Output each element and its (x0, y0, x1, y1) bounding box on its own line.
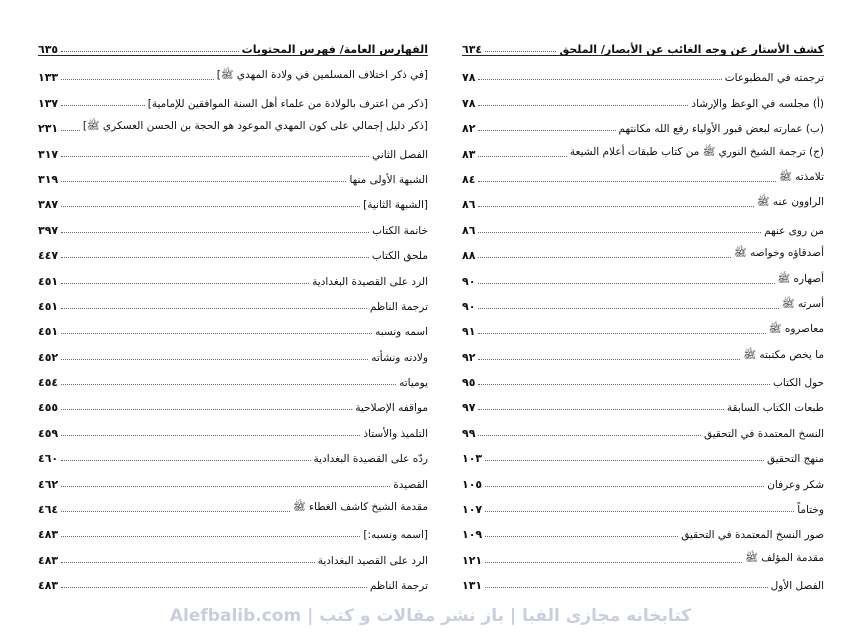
left-header-page-number: ٦٣٥ (38, 43, 59, 56)
left-page (38, 0, 428, 600)
toc-entry-page-number: ٤٨٣ (38, 528, 59, 542)
toc-entry-page-number: ١٠٥ (462, 477, 483, 491)
toc-entry-page-number: ٩٩ (462, 426, 476, 440)
toc-entry (462, 338, 824, 363)
toc-entry-page-number: ٨٨ (462, 249, 476, 263)
toc-entry-title: الراوون عنه ﷺ (756, 196, 824, 209)
toc-entry-page-number: ٤٥١ (38, 274, 59, 288)
toc-entry (38, 211, 428, 236)
toc-entry (38, 516, 428, 541)
dot-leader (61, 536, 360, 537)
toc-entry-page-number: ١٠٩ (462, 528, 483, 542)
left-page-header (38, 36, 428, 56)
toc-entry (38, 135, 428, 160)
toc-entry-title: مقدمة الشيخ كاشف الغطاء ﷺ (293, 501, 428, 514)
toc-entry-title: مقدمة المؤلف ﷺ (745, 551, 824, 564)
toc-entry (462, 288, 824, 313)
dot-leader (478, 308, 778, 309)
toc-entry-page-number: ٨٢ (462, 122, 476, 136)
toc-entry-title: خاتمة الكتاب (372, 224, 428, 237)
toc-entry (462, 491, 824, 516)
dot-leader (478, 283, 774, 284)
toc-entry (38, 364, 428, 389)
dot-leader (485, 486, 764, 487)
dot-leader (485, 511, 794, 512)
right-header-page-number: ٦٣٤ (462, 43, 483, 56)
toc-entry (462, 541, 824, 566)
toc-entry-page-number: ٤٥٩ (38, 426, 59, 440)
toc-entry (462, 465, 824, 490)
toc-entry-title: النسخ المعتمدة في التحقيق (703, 427, 824, 440)
toc-entry-title: [ذكر من اعترف بالولادة من علماء أهل السنة الموافقين للإمامية] (147, 97, 428, 110)
toc-entry (462, 186, 824, 211)
toc-entry (38, 186, 428, 211)
dot-leader (478, 156, 566, 157)
toc-entry-title: (ج) ترجمة الشيخ النوري ﷺ من كتاب طبقات أعلام الشيعة (569, 145, 824, 158)
dot-leader (61, 587, 367, 588)
dot-leader (61, 156, 369, 157)
toc-entry (38, 59, 428, 84)
toc-entry-title: أسرته ﷺ (781, 297, 824, 310)
toc-entry (462, 262, 824, 287)
dot-leader (478, 79, 721, 80)
toc-entry-title: صور النسخ المعتمدة في التحقيق (681, 529, 824, 542)
toc-entry (38, 338, 428, 363)
toc-entry-page-number: ٣١٧ (38, 147, 59, 161)
toc-entry-title: ترجمة الناظم (369, 300, 428, 313)
dot-leader (61, 105, 145, 106)
toc-entry (38, 465, 428, 490)
toc-entry-page-number: ٨٣ (462, 147, 476, 161)
dot-leader (61, 181, 346, 182)
toc-entry (38, 567, 428, 592)
right-page (462, 0, 824, 600)
toc-entry-page-number: ٤٥٤ (38, 376, 59, 390)
dot-leader (478, 257, 731, 258)
dot-leader (61, 130, 80, 131)
toc-entry-title: تلامذته ﷺ (779, 170, 824, 183)
toc-entry (38, 288, 428, 313)
toc-entry-page-number: ٤٥٢ (38, 350, 59, 364)
toc-entry (38, 541, 428, 566)
toc-entry-page-number: ٩١ (462, 325, 476, 339)
toc-entry (462, 135, 824, 160)
toc-entry-title: يومياته (399, 377, 428, 390)
toc-entry (38, 414, 428, 439)
toc-entry-title: (ب) عمارته لبعض قبور الأولياء رفع الله مكانتهم (618, 123, 824, 136)
toc-entry-page-number: ٤٥١ (38, 299, 59, 313)
toc-entry-page-number: ٣٨٧ (38, 198, 59, 212)
toc-entry-title: الفصل الأول (770, 580, 824, 593)
toc-entry-title: من روى عنهم (764, 224, 824, 237)
toc-entry-title: أصدقاؤه وخواصه ﷺ (734, 247, 824, 260)
toc-entry-title: حول الكتاب (772, 377, 824, 390)
toc-entry (38, 491, 428, 516)
footer-watermark[interactable]: Alefbalib.com | کتابخانه مجازی الفبا | باز نشر مقالات و کتب (169, 606, 692, 626)
toc-entry (462, 364, 824, 389)
toc-entry (38, 313, 428, 338)
right-page-header (462, 36, 824, 56)
toc-entry (462, 237, 824, 262)
dot-leader (478, 359, 740, 360)
toc-entry-page-number: ٩٧ (462, 401, 476, 415)
dot-leader (61, 435, 360, 436)
toc-entry-title: وختاماً (797, 504, 824, 517)
toc-entry-title: الفصل الثاني (372, 148, 428, 161)
toc-entry-title: [ذكر دليل إجمالي على كون المهدي الموعود هو الحجة بن الحسن العسكري ﷺ] (82, 120, 428, 133)
toc-entry-page-number: ٤٤٧ (38, 249, 59, 263)
toc-entry (462, 414, 824, 439)
toc-entry-page-number: ٣٩٧ (38, 223, 59, 237)
toc-entry (38, 262, 428, 287)
dot-leader (61, 333, 372, 334)
toc-entry-page-number: ٤٨٣ (38, 553, 59, 567)
toc-entry-page-number: ٩٠ (462, 274, 476, 288)
toc-entry-page-number: ٩٠ (462, 299, 476, 313)
dot-leader (478, 384, 770, 385)
left-header-rule (38, 55, 428, 56)
dot-leader (485, 536, 678, 537)
toc-entry-page-number: ١٠٣ (462, 452, 483, 466)
toc-entry-page-number: ٨٦ (462, 223, 476, 237)
right-toc-list (462, 59, 824, 592)
dot-leader (61, 79, 214, 80)
toc-entry-title: (أ) مجلسه في الوعظ والإرشاد (691, 97, 824, 110)
toc-entry-title: [اسمه ونسبه:] (363, 529, 428, 542)
toc-entry-page-number: ١٢١ (462, 553, 483, 567)
toc-entry-title: التلميذ والأستاذ (363, 427, 428, 440)
toc-entry (462, 313, 824, 338)
toc-entry-title: [في ذكر اختلاف المسلمين في ولادة المهدي ﷺ] (216, 69, 428, 82)
toc-entry-page-number: ٩٢ (462, 350, 476, 364)
toc-entry (462, 440, 824, 465)
toc-entry (38, 161, 428, 186)
dot-leader (61, 257, 369, 258)
toc-entry-page-number: ٨٤ (462, 172, 476, 186)
right-header-rule (462, 55, 824, 56)
toc-entry-page-number: ٤٨٣ (38, 579, 59, 593)
dot-leader (478, 409, 723, 410)
toc-entry-title: ملحق الكتاب (371, 250, 428, 263)
toc-entry-title: [الشبهة الثانية] (363, 199, 428, 212)
dot-leader (61, 308, 367, 309)
toc-entry-page-number: ٤٥٥ (38, 401, 59, 415)
dot-leader (61, 359, 368, 360)
toc-entry-page-number: ١٠٧ (462, 503, 483, 517)
toc-entry-title: القصيدة (393, 478, 428, 491)
left-header-title: الفهارس العامة/ فهرس المحتويات (241, 43, 428, 56)
toc-entry-page-number: ٤٥١ (38, 325, 59, 339)
toc-entry-page-number: ١٣١ (462, 579, 483, 593)
dot-leader (478, 130, 615, 131)
dot-leader (61, 409, 352, 410)
dot-leader (61, 511, 290, 512)
toc-entry-title: منهج التحقيق (766, 453, 824, 466)
toc-entry-page-number: ٨٦ (462, 198, 476, 212)
toc-entry-page-number: ١٣٣ (38, 71, 59, 85)
toc-entry-page-number: ١٣٧ (38, 96, 59, 110)
dot-leader (485, 562, 742, 563)
toc-entry (462, 84, 824, 109)
dot-leader (478, 105, 688, 106)
dot-leader (478, 435, 701, 436)
dot-leader (478, 333, 765, 334)
dot-leader (61, 486, 390, 487)
toc-entry-title: معاصروه ﷺ (768, 323, 824, 336)
toc-entry-title: ترجمته في المطبوعات (724, 72, 824, 85)
dot-leader (61, 206, 360, 207)
toc-entry (462, 389, 824, 414)
toc-entry-page-number: ٢٣١ (38, 122, 59, 136)
toc-entry (38, 84, 428, 109)
toc-entry (462, 516, 824, 541)
toc-entry (462, 211, 824, 236)
toc-entry (38, 110, 428, 135)
toc-entry-title: ما يخص مكتبته ﷺ (743, 348, 824, 361)
toc-entry (38, 237, 428, 262)
toc-entry-page-number: ٧٨ (462, 71, 476, 85)
dot-leader (485, 460, 764, 461)
dot-leader (485, 587, 767, 588)
toc-entry (462, 161, 824, 186)
dot-leader (478, 206, 753, 207)
dot-leader (61, 460, 310, 461)
toc-entry-page-number: ٤٦٢ (38, 477, 59, 491)
toc-entry-title: ولادته ونشأته (371, 351, 428, 364)
toc-entry-page-number: ٩٥ (462, 376, 476, 390)
toc-entry (462, 567, 824, 592)
toc-entry-title: طبعات الكتاب السابقة (726, 402, 824, 415)
toc-entry-title: اسمه ونسبه (375, 326, 428, 339)
toc-entry-title: الشبهة الأولى منها (349, 173, 428, 186)
toc-entry (462, 59, 824, 84)
toc-entry (38, 440, 428, 465)
dot-leader (478, 181, 776, 182)
dot-leader (61, 232, 369, 233)
toc-entry-title: الرد على القصيد البغدادية (317, 554, 428, 567)
right-header-title: كشف الأستار عن وجه الغائب عن الأبصار/ الملحق (559, 43, 824, 56)
dot-leader (61, 562, 315, 563)
toc-entry-title: أصهاره ﷺ (777, 272, 824, 285)
toc-entry-page-number: ٧٨ (462, 96, 476, 110)
toc-entry-title: ردّه على القصيدة البغدادية (313, 453, 428, 466)
toc-entry-page-number: ٤٦٠ (38, 452, 59, 466)
toc-entry (38, 389, 428, 414)
dot-leader (61, 384, 396, 385)
dot-leader (61, 283, 309, 284)
left-toc-list (38, 59, 428, 592)
toc-entry-page-number: ٣١٩ (38, 172, 59, 186)
toc-entry-page-number: ٤٦٤ (38, 503, 59, 517)
toc-entry-title: الرد على القصيدة البغدادية (312, 275, 428, 288)
toc-entry-title: ترجمة الناظم (369, 580, 428, 593)
toc-entry-title: شكر وعرفان (767, 478, 824, 491)
dot-leader (478, 232, 761, 233)
toc-entry-title: مواقفه الإصلاحية (355, 402, 428, 415)
toc-entry (462, 110, 824, 135)
